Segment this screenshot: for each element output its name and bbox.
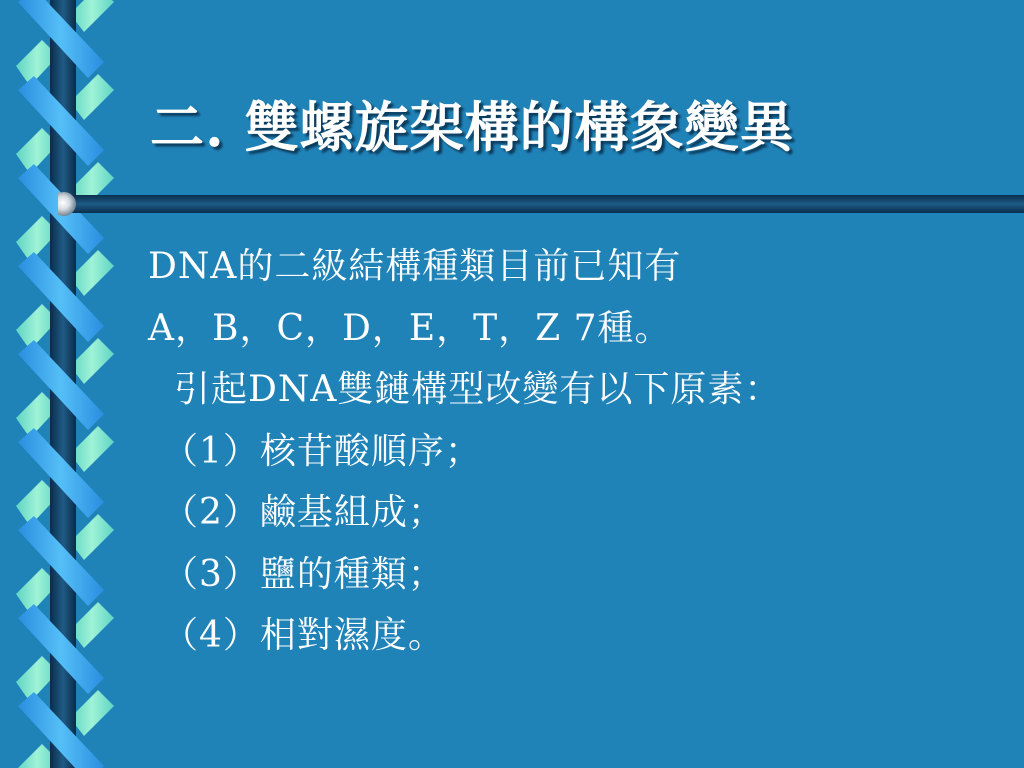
ribbon-strip	[70, 690, 114, 736]
list-item: （2）鹼基組成；	[162, 492, 445, 533]
body-line: DNA的二級結構種類目前已知有	[148, 246, 682, 287]
ribbon-strip	[70, 0, 114, 32]
ribbon-strip	[70, 514, 114, 560]
helix-ribbon-decoration	[0, 0, 120, 768]
ribbon-strip	[70, 74, 114, 120]
body-line: 引起DNA雙鏈構型改變有以下原素：	[174, 369, 782, 410]
slide-title: 二. 雙螺旋架構的構象變異	[150, 95, 795, 159]
title-divider	[58, 190, 1024, 218]
ribbon-strip	[70, 338, 114, 384]
list-item: （4）相對濕度。	[162, 615, 445, 656]
ribbon-strip	[70, 426, 114, 472]
list-item: （3）鹽的種類；	[162, 553, 445, 595]
body-line: A，B，C，D，E，T，Z 7種。	[148, 307, 672, 349]
ribbon-strip	[70, 250, 114, 296]
ribbon-strip	[70, 602, 114, 648]
slide-body	[148, 236, 781, 667]
list-item: （1）核苷酸順序；	[162, 430, 482, 472]
